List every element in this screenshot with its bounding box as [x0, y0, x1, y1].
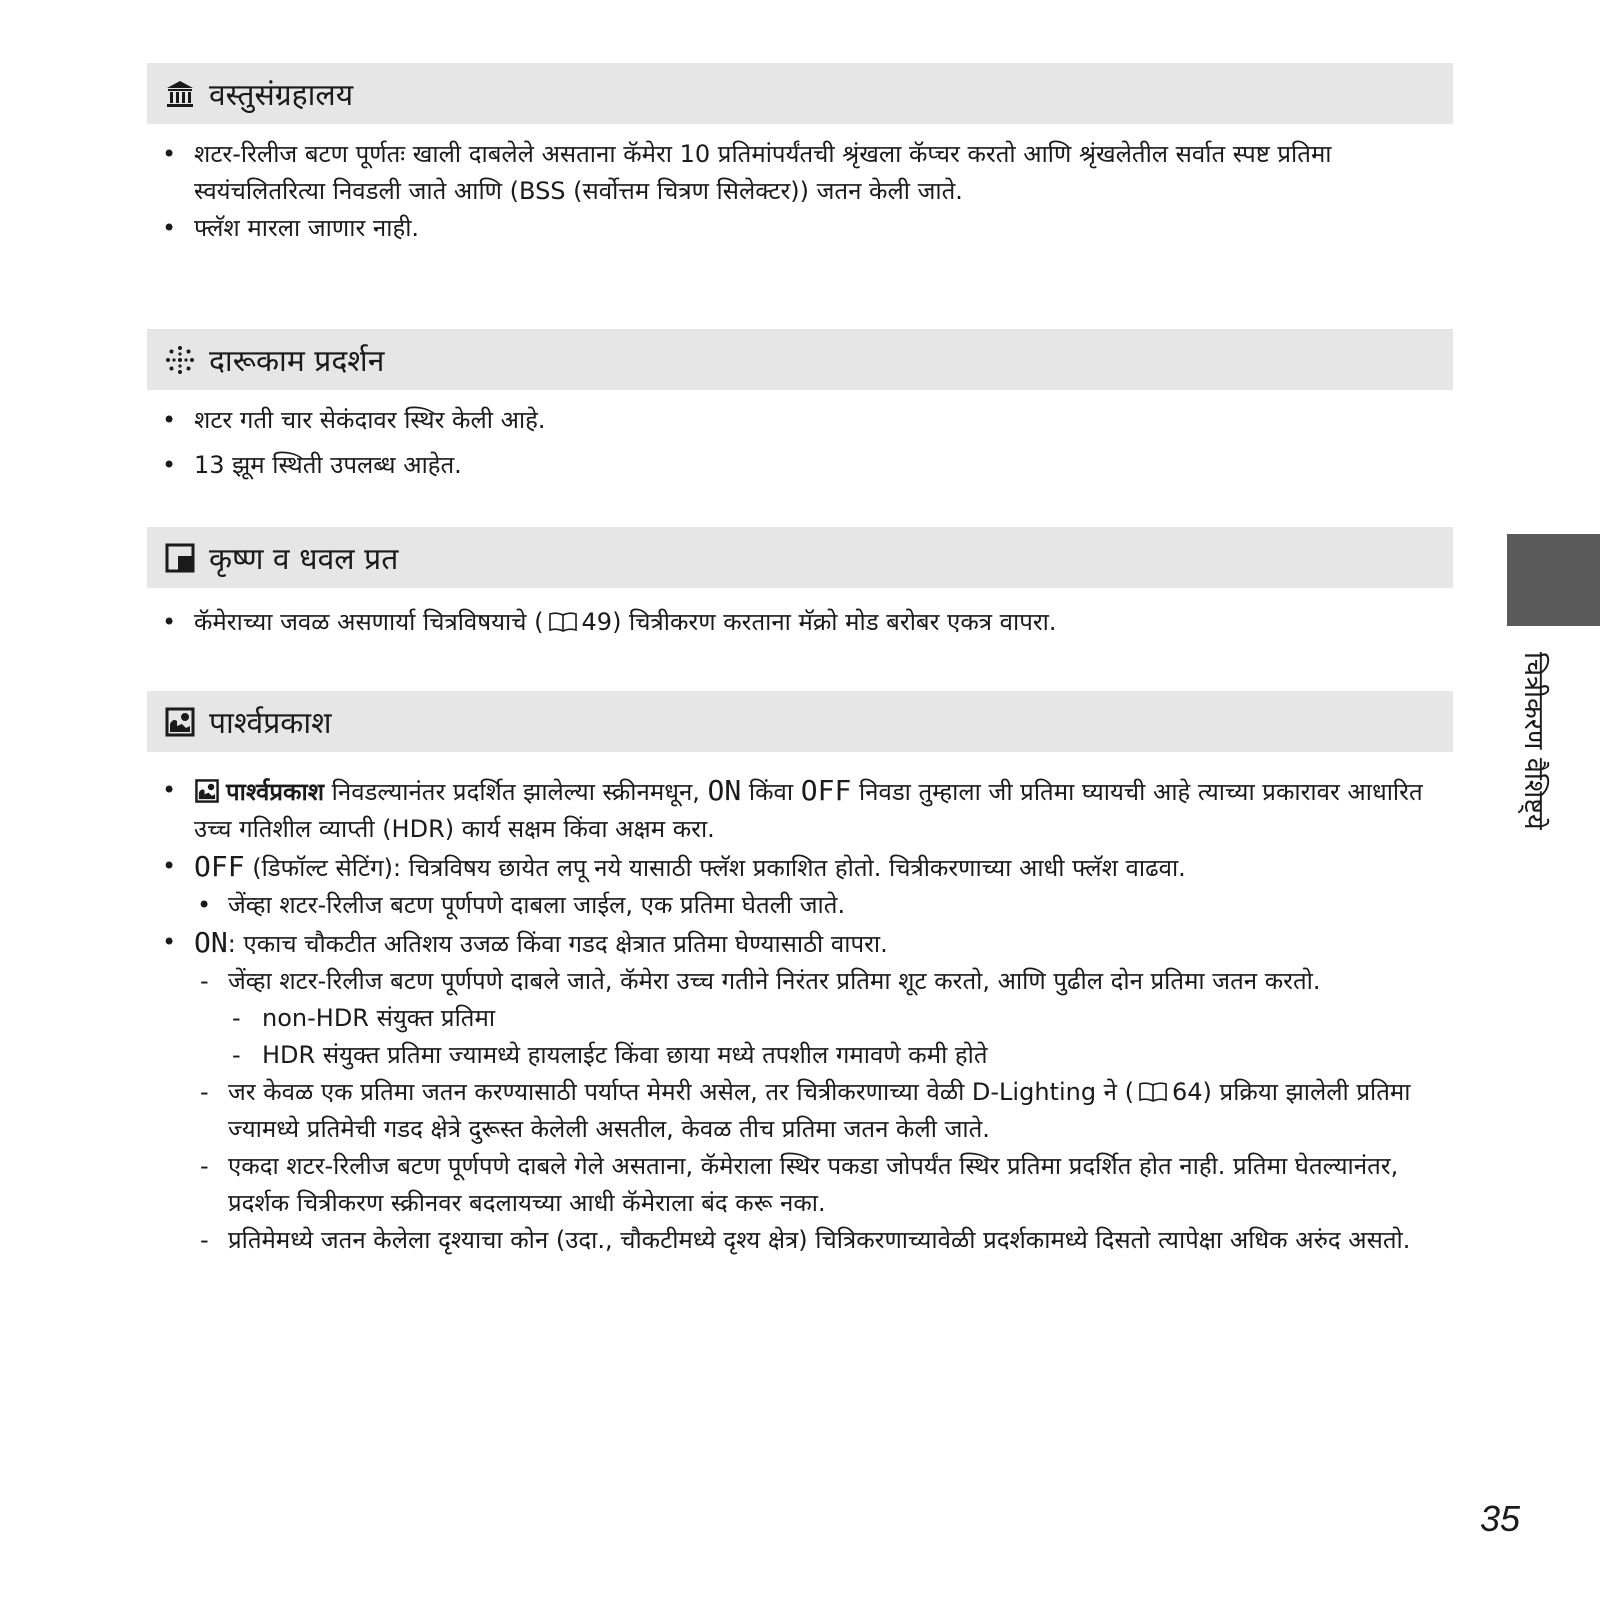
list-item: - प्रतिमेमध्ये जतन केलेला दृश्याचा कोन (उदा., चौकटीमध्ये दृश्य क्षेत्र) चित्रिकरणाच्यावेळी प्रदर्शकामध्ये दिसतो त्यापेक्षा अधिक अरुंद असतो. [160, 1222, 1460, 1259]
section-header-black-and-white [147, 527, 1453, 588]
fireworks-icon [163, 343, 197, 377]
list-item: • OFF (डिफॉल्ट सेटिंग): चित्रविषय छायेत लपू नये यासाठी फ्लॅश प्रकाशित होतो. चित्रीकरणाच्या आधी फ्लॅश वाढवा. [160, 848, 1460, 887]
backlighting-icon [163, 705, 197, 739]
backlighting-icon [194, 778, 220, 804]
section-title: दारूकाम प्रदर्शन [209, 344, 385, 379]
list-item: - जेंव्हा शटर-रिलीज बटण पूर्णपणे दाबले जाते, कॅमेरा उच्च गतीने निरंतर प्रतिमा शूट करतो, आणि पुढील दोन प्रतिमा जतन करतो. [160, 963, 1460, 1000]
list-item: - non-HDR संयुक्त प्रतिमा [160, 1000, 1460, 1037]
section-title: कृष्ण व धवल प्रत [209, 542, 399, 577]
list-item: • शटर-रिलीज बटण पूर्णतः खाली दाबलेले असताना कॅमेरा 10 प्रतिमांपर्यंतची श्रृंखला कॅप्चर करतो आणि श्रृंखलेतील सर्वात स्पष्ट प्रतिमा स्वयंचलितरित्या निवडली जाते आणि (BSS (सर्वोत्तम चित्रण सिलेक्टर)) जतन केली जाते. [160, 136, 1460, 210]
section-title: वस्तुसंग्रहालय [209, 78, 354, 113]
page-number: 35 [1480, 1498, 1521, 1539]
list-item: • फ्लॅश मारला जाणार नाही. [160, 210, 1460, 247]
list-item: - जर केवळ एक प्रतिमा जतन करण्यासाठी पर्याप्त मेमरी असेल, तर चित्रीकरणाच्या वेळी D-Lighting ने ( 64) प्रक्रिया झालेली प्रतिमा ज्यामध्ये प्रतिमेची गडद क्षेत्रे दुरूस्त केलेली असतील, केवळ तीच प्रतिमा जतन केली जाते. [160, 1074, 1460, 1148]
section-body-museum [160, 136, 1460, 247]
black-and-white-icon [163, 541, 197, 575]
book-reference-icon [1138, 1077, 1168, 1099]
section-body-black-and-white [160, 604, 1460, 641]
section-header-backlighting [147, 691, 1453, 752]
list-item: • शटर गती चार सेकंदावर स्थिर केली आहे. [160, 402, 1460, 439]
section-body-backlighting [160, 772, 1460, 1259]
section-header-fireworks [147, 329, 1453, 390]
list-item: • पार्श्वप्रकाश निवडल्यानंतर प्रदर्शित झालेल्या स्क्रीनमधून, ON किंवा OFF निवडा तुम्हाला जी प्रतिमा घ्यायची आहे त्याच्या प्रकारावर आधारित उच्च गतिशील व्याप्ती (HDR) कार्य सक्षम किंवा अक्षम करा. [160, 772, 1460, 848]
section-title: पार्श्वप्रकाश [209, 706, 332, 741]
list-item: - HDR संयुक्त प्रतिमा ज्यामध्ये हायलाईट किंवा छाया मध्ये तपशील गमावणे कमी होते [160, 1037, 1460, 1074]
list-item: • 13 झूम स्थिती उपलब्ध आहेत. [160, 447, 1460, 484]
section-body-fireworks [160, 402, 1460, 484]
list-item: • जेंव्हा शटर-रिलीज बटण पूर्णपणे दाबला जाईल, एक प्रतिमा घेतली जाते. [160, 887, 1460, 924]
list-item: • ON: एकाच चौकटीत अतिशय उजळ किंवा गडद क्षेत्रात प्रतिमा घेण्यासाठी वापरा. [160, 924, 1460, 963]
section-header-museum [147, 63, 1453, 124]
museum-icon [163, 77, 197, 111]
list-item: - एकदा शटर-रिलीज बटण पूर्णपणे दाबले गेले असताना, कॅमेराला स्थिर पकडा जोपर्यंत स्थिर प्रतिमा प्रदर्शित होत नाही. प्रतिमा घेतल्यानंतर, प्रदर्शक चित्रीकरण स्क्रीनवर बदलायच्या आधी कॅमेराला बंद करू नका. [160, 1148, 1460, 1222]
chapter-side-label: चित्रीकरण वैशिष्ट्ये [1518, 652, 1549, 830]
chapter-tab [1507, 534, 1600, 626]
book-reference-icon [548, 607, 578, 629]
list-item: • कॅमेराच्या जवळ असणार्या चित्रविषयाचे ( 49) चित्रीकरण करताना मॅक्रो मोड बरोबर एकत्र वापरा. [160, 604, 1460, 641]
